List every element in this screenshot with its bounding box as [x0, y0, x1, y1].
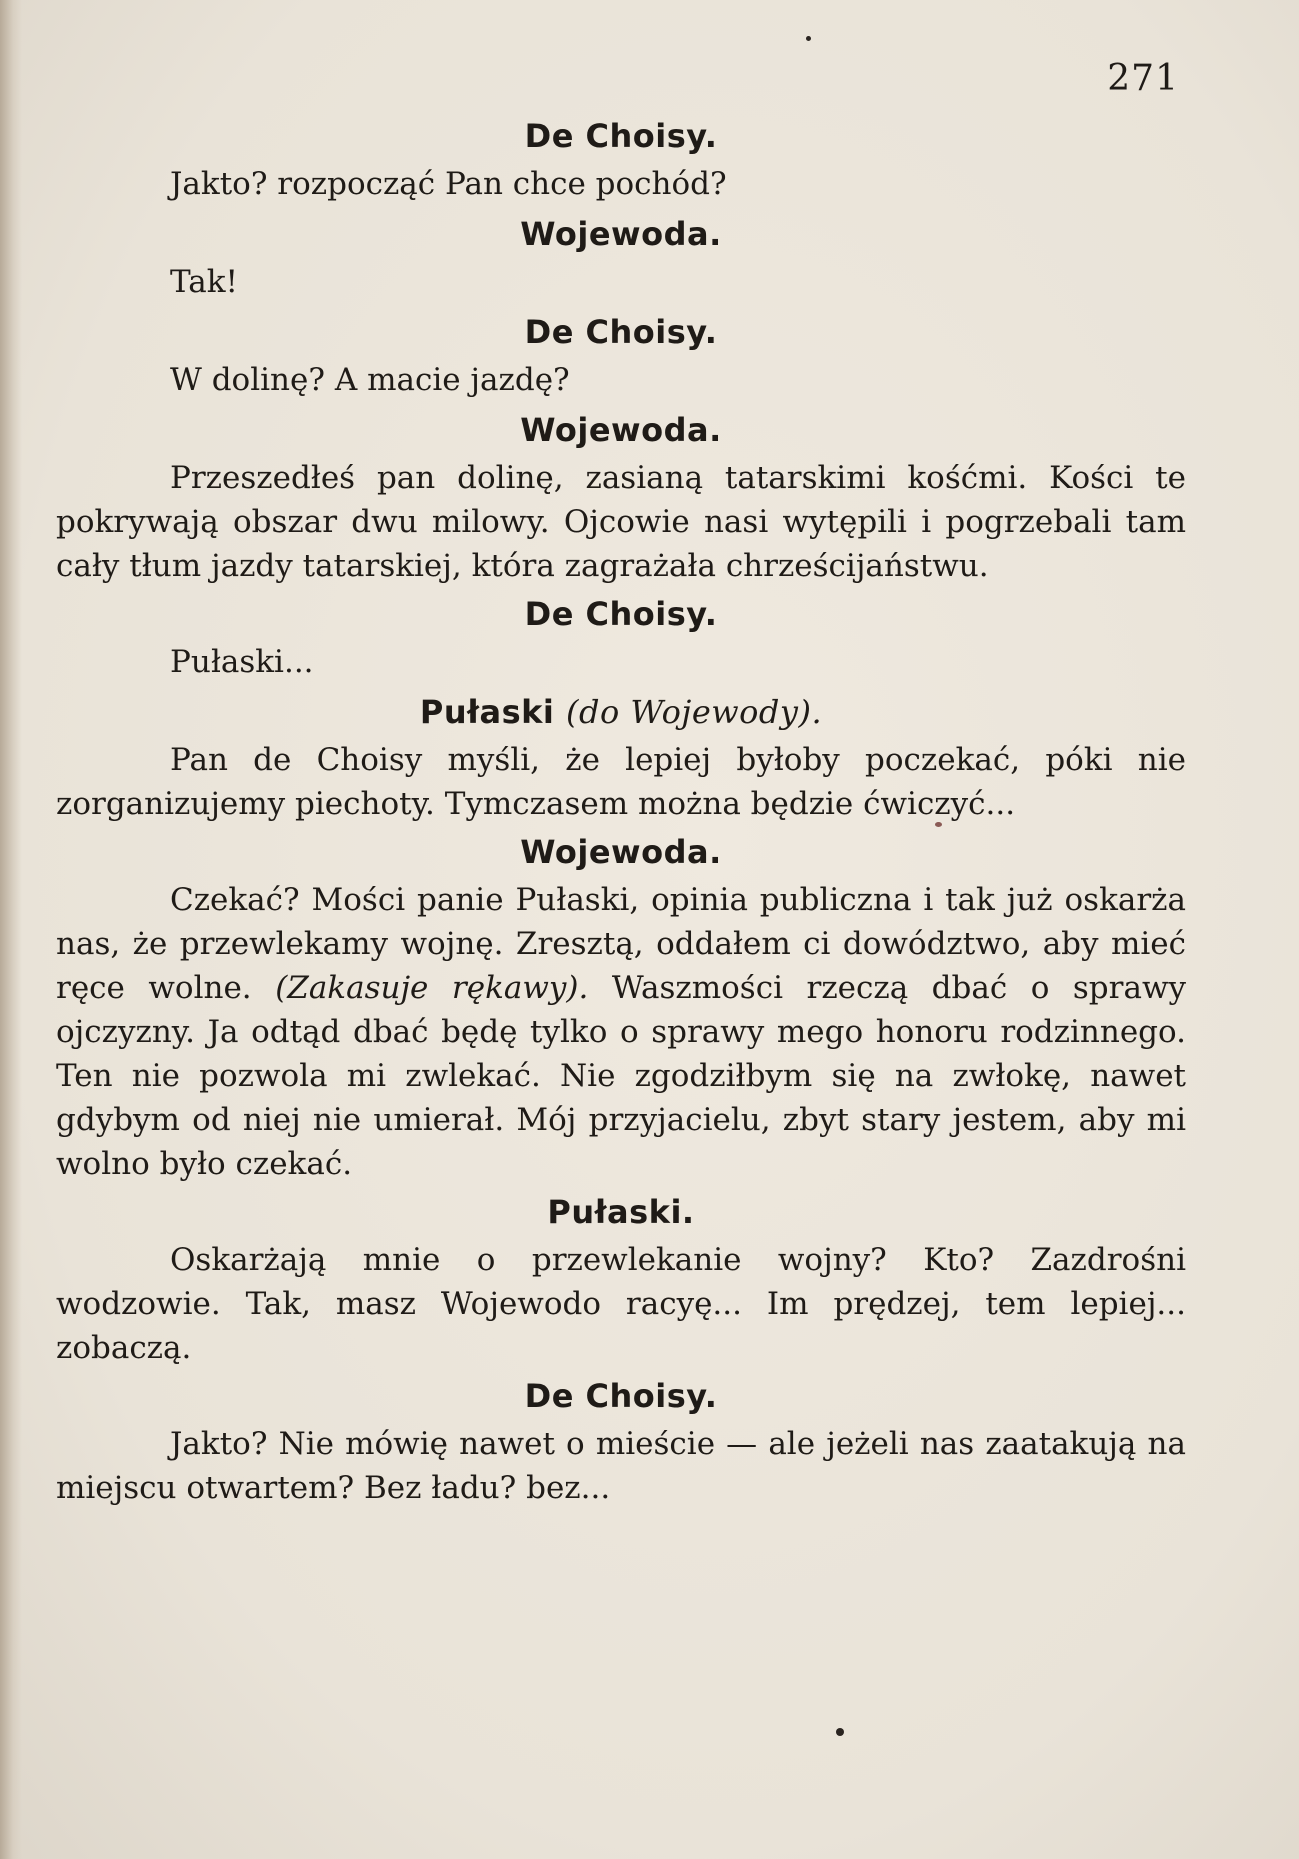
speaker-heading: De Choisy. — [524, 313, 718, 351]
speech-paragraph: Pułaski... — [170, 644, 314, 680]
speech-paragraph: Przeszedłeś pan dolinę, zasianą tatarskimi kośćmi. Kości te pokrywają obszar dwu milowy. Ojcowie nasi wytępili i pogrzebali tam cały tłum jazdy tatarskiej, która zagrażała chrześcijaństwu. — [56, 460, 1186, 584]
ink-speck — [935, 822, 942, 827]
speech-paragraph: Pan de Choisy myśli, że lepiej byłoby poczekać, póki nie zorganizujemy piechoty. Tymczasem można będzie ćwiczyć... — [56, 742, 1186, 822]
speech-paragraph: Jakto? Nie mówię nawet o mieście — ale jeżeli nas zaatakują na miejscu otwartem? Bez ładu? bez... — [56, 1426, 1186, 1506]
speech-paragraph: Jakto? rozpocząć Pan chce pochód? — [170, 166, 727, 202]
ink-speck — [806, 36, 811, 41]
speaker-heading — [56, 692, 1186, 732]
stage-direction: (Zakasuje rękawy). — [275, 970, 589, 1006]
speaker-heading: De Choisy. — [524, 1377, 718, 1415]
speech-text: Czekać? Mości panie Pułaski, opinia publiczna i tak już oskarża nas, że przewlekamy wojnę. Zresztą, oddałem ci dowództwo, aby mieć ręce wolne. — [56, 882, 1186, 1006]
speaker-heading: Wojewoda. — [520, 411, 722, 449]
speech-paragraph — [56, 878, 1186, 1186]
speaker-name: Pułaski — [419, 693, 555, 731]
speaker-heading: Pułaski. — [547, 1193, 695, 1231]
speech-paragraph: Oskarżają mnie o przewlekanie wojny? Kto? Zazdrośni wodzowie. Tak, masz Wojewodo racyę... Im prędzej, tem lepiej... zobaczą. — [56, 1242, 1186, 1366]
ink-speck — [836, 1728, 844, 1736]
speech-paragraph: W dolinę? A macie jazdę? — [170, 362, 570, 398]
speaker-heading: De Choisy. — [524, 595, 718, 633]
speaker-heading: Wojewoda. — [520, 215, 722, 253]
speech-paragraph: Tak! — [170, 264, 238, 300]
stage-direction: (do Wojewody). — [566, 693, 823, 731]
speaker-heading: Wojewoda. — [520, 833, 722, 871]
spine-shadow — [0, 0, 22, 1859]
page-content — [56, 110, 1186, 1514]
speech-text: Waszmości rzeczą dbać o sprawy ojczyzny. Ja odtąd dbać będę tylko o sprawy mego honoru rodzinnego. Ten nie pozwola mi zwlekać. Nie zgodziłbym się na zwłokę, nawet gdybym od niej nie umierał. Mój przyjacielu, zbyt stary jestem, aby mi wolno było czekać. — [56, 970, 1186, 1182]
speaker-heading: De Choisy. — [524, 117, 718, 155]
page-number: 271 — [1107, 58, 1179, 99]
